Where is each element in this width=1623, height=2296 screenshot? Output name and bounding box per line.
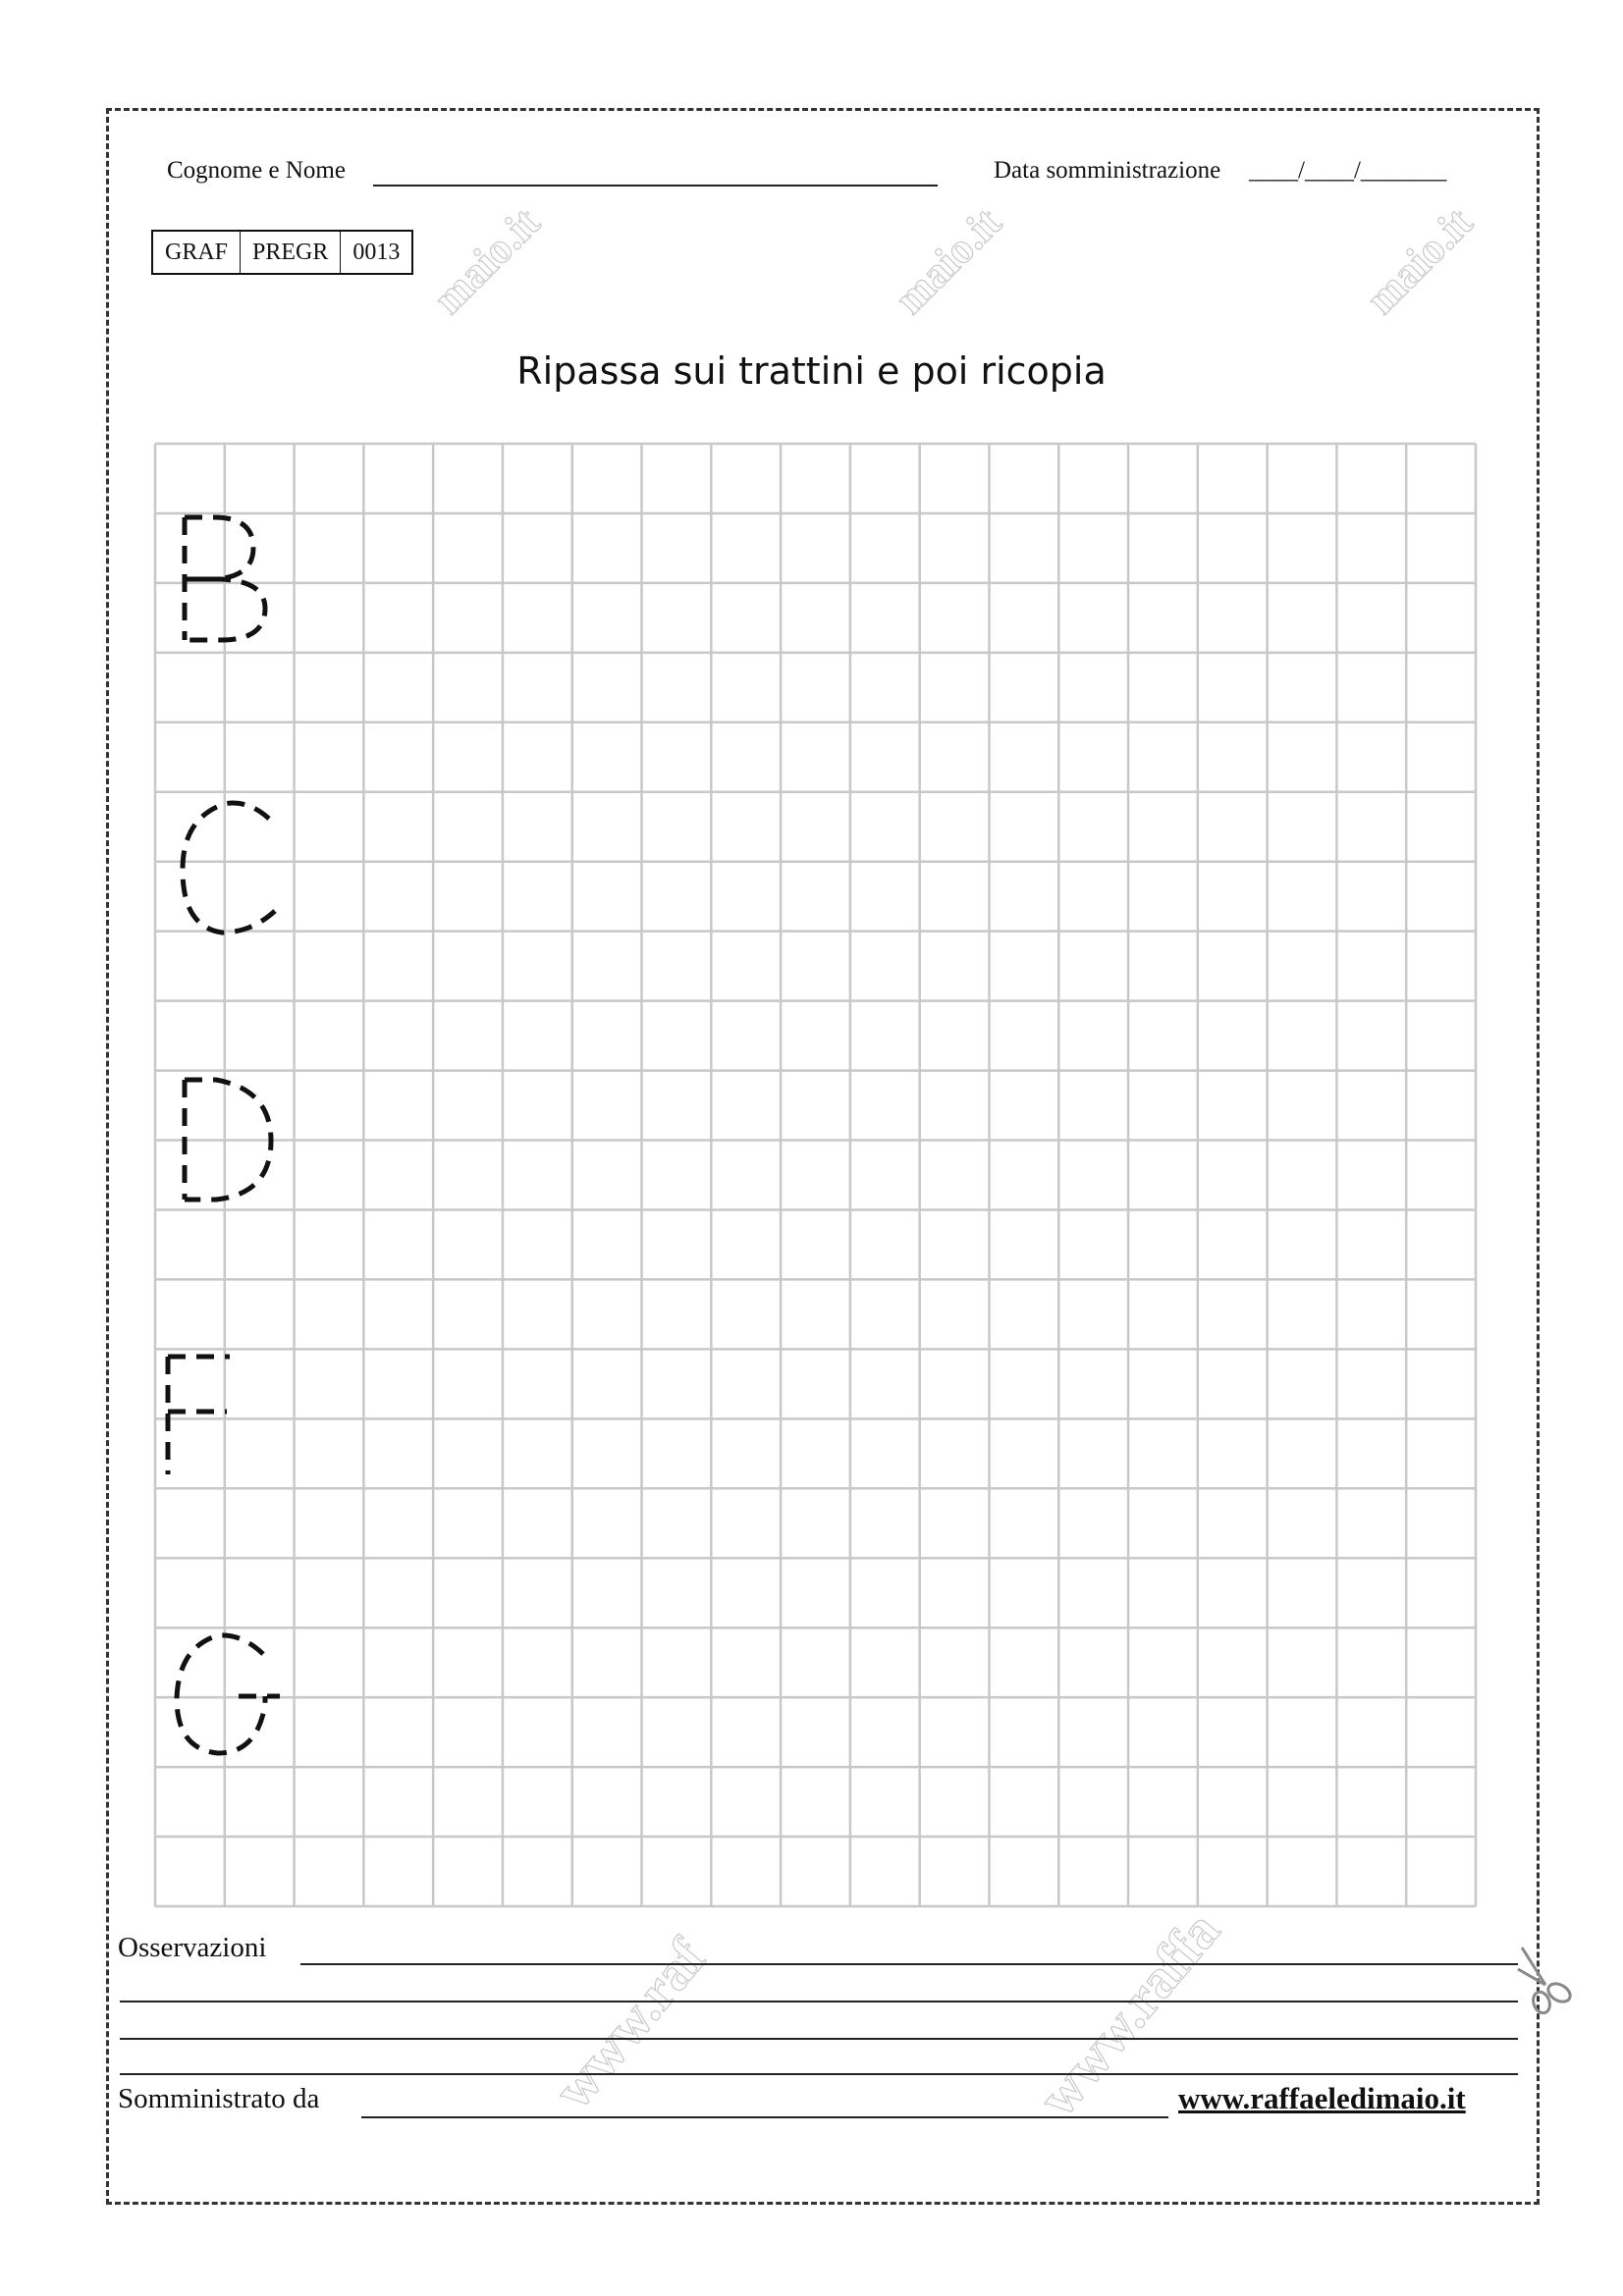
administered-by-line[interactable]	[361, 2116, 1168, 2118]
administered-by-label: Somministrato da	[118, 2083, 320, 2114]
page-title: Ripassa sui trattini e poi ricopia	[516, 349, 1107, 393]
tracing-letter-g[interactable]	[177, 1635, 280, 1753]
date-label: Data somministrazione	[994, 157, 1221, 184]
watermark: maio.it	[885, 197, 1010, 324]
watermark: www.raffa	[1026, 1900, 1232, 2128]
tracing-letter-c[interactable]	[183, 803, 275, 933]
observations-line[interactable]	[120, 2038, 1518, 2040]
name-label: Cognome e Nome	[167, 157, 346, 184]
tracing-letter-f[interactable]	[168, 1357, 230, 1474]
code-cell: GRAF	[153, 232, 241, 273]
watermark: maio.it	[1356, 197, 1482, 324]
code-cell: 0013	[352, 240, 401, 265]
observations-label: Osservazioni	[118, 1932, 267, 1963]
watermark: maio.it	[423, 197, 549, 324]
code-cell: PREGR	[241, 232, 341, 273]
website-link[interactable]: www.raffaeledimaio.it	[1178, 2081, 1466, 2115]
watermark: www.raf	[542, 1928, 719, 2120]
observations-line[interactable]	[120, 2001, 1518, 2002]
date-field[interactable]: ____/____/_______	[1249, 157, 1447, 184]
observations-line[interactable]	[120, 2073, 1518, 2075]
observations-line[interactable]	[300, 1963, 1518, 1965]
scissors-icon	[1512, 1942, 1589, 2014]
